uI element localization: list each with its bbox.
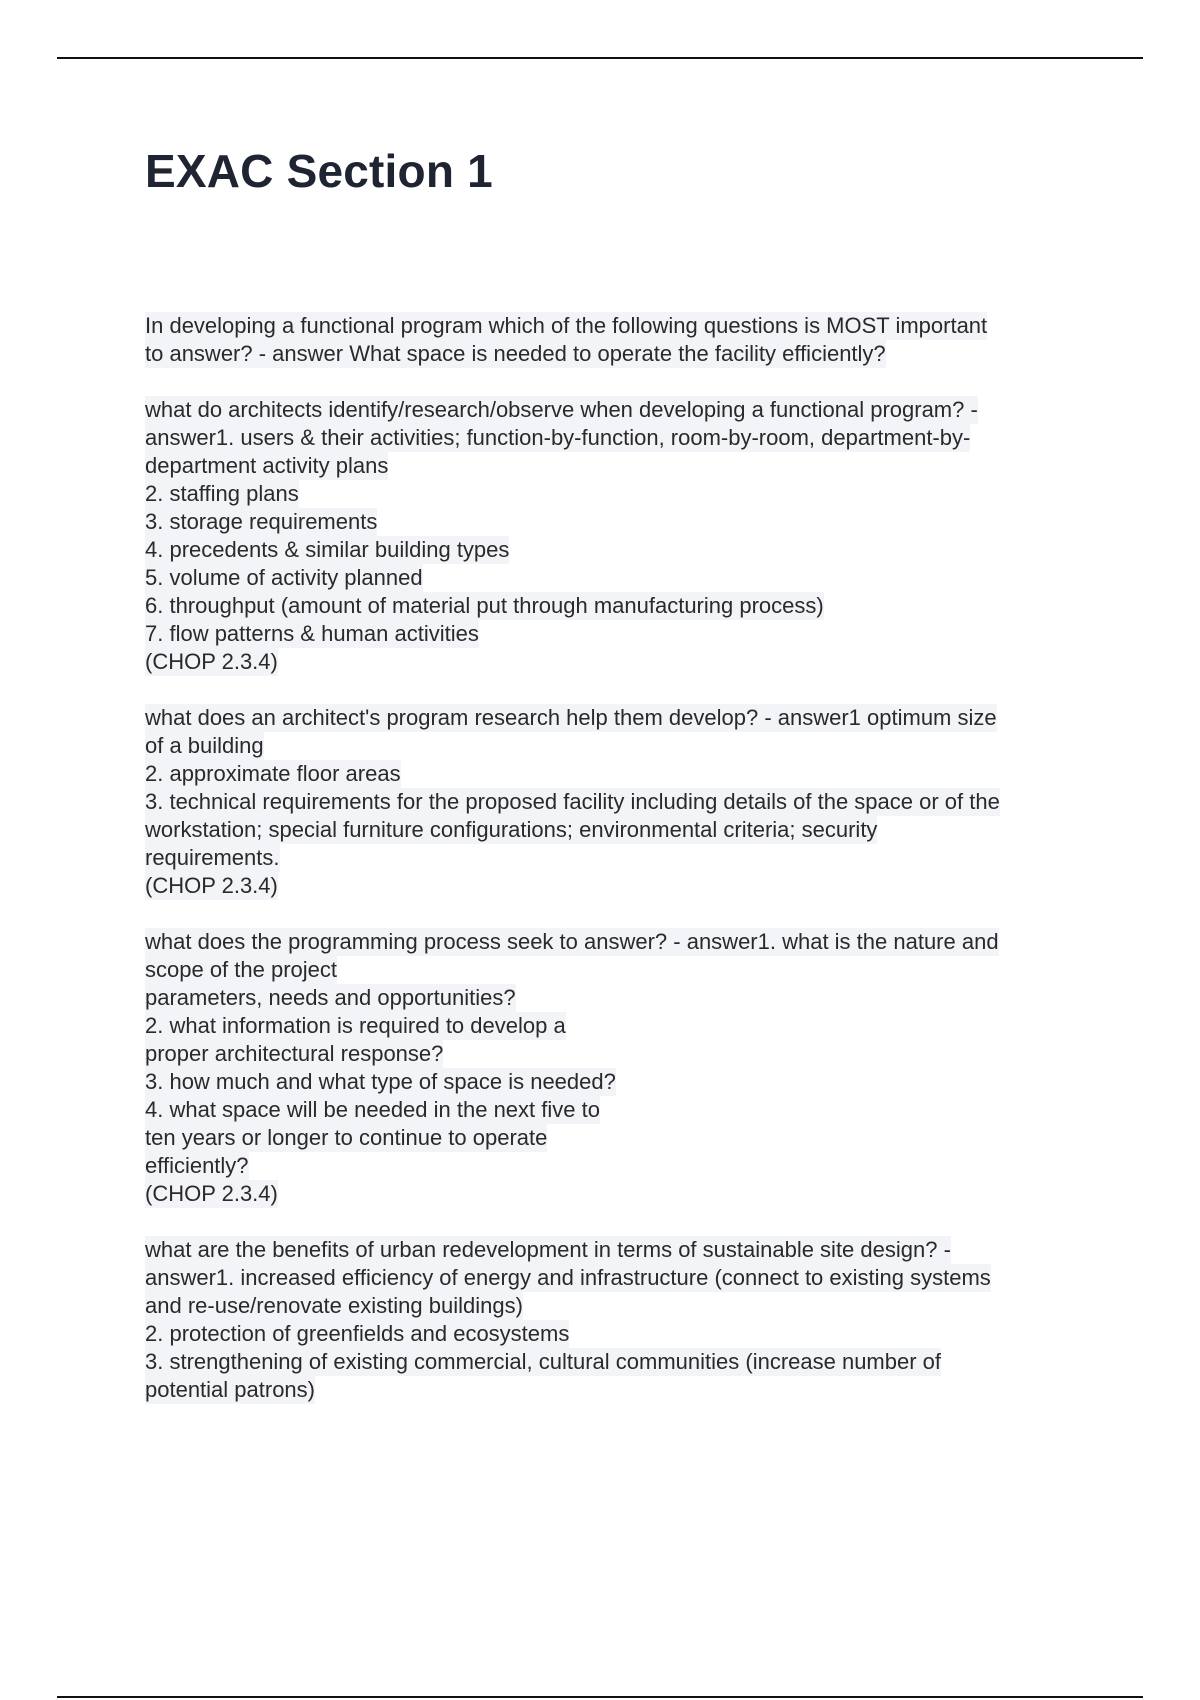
text-line: what are the benefits of urban redevelopment in terms of sustainable site design? - [145, 1237, 951, 1262]
text-line: of a building [145, 733, 264, 758]
text-line: 3. technical requirements for the proposed facility including details of the space or of the [145, 789, 1000, 814]
text-line: scope of the project [145, 957, 338, 982]
page-title: EXAC Section 1 [145, 145, 493, 197]
text-line: what do architects identify/research/observe when developing a functional program? - [145, 397, 978, 422]
text-line: (CHOP 2.3.4) [145, 1181, 278, 1206]
text-line: 2. approximate floor areas [145, 761, 401, 786]
text-line: 3. storage requirements [145, 509, 378, 534]
qa-block [145, 312, 1085, 368]
text-line: department activity plans [145, 453, 389, 478]
text-line: workstation; special furniture configurations; environmental criteria; security [145, 817, 878, 842]
text-line: 3. strengthening of existing commercial, cultural communities (increase number of [145, 1349, 942, 1374]
text-line: In developing a functional program which of the following questions is MOST important [145, 313, 988, 338]
text-line: 4. precedents & similar building types [145, 537, 510, 562]
text-line: to answer? - answer What space is needed to operate the facility efficiently? [145, 341, 886, 366]
text-line: requirements. [145, 845, 280, 870]
qa-block [145, 396, 1085, 676]
text-line: 5. volume of activity planned [145, 565, 423, 590]
text-line: (CHOP 2.3.4) [145, 649, 278, 674]
text-line: ten years or longer to continue to operate [145, 1125, 548, 1150]
text-line: 2. what information is required to develop a [145, 1013, 566, 1038]
text-line: potential patrons) [145, 1377, 315, 1402]
text-line: answer1. increased efficiency of energy and infrastructure (connect to existing systems [145, 1265, 991, 1290]
qa-block [145, 928, 1085, 1208]
qa-block [145, 1236, 1085, 1404]
text-line: proper architectural response? [145, 1041, 444, 1066]
text-line: (CHOP 2.3.4) [145, 873, 278, 898]
text-line: 3. how much and what type of space is needed? [145, 1069, 616, 1094]
document-body [145, 312, 1085, 1432]
text-line: 6. throughput (amount of material put through manufacturing process) [145, 593, 824, 618]
qa-block [145, 704, 1085, 900]
text-line: efficiently? [145, 1153, 249, 1178]
text-line: 4. what space will be needed in the next five to [145, 1097, 600, 1122]
text-line: 7. flow patterns & human activities [145, 621, 479, 646]
text-line: 2. staffing plans [145, 481, 299, 506]
text-line: answer1. users & their activities; function-by-function, room-by-room, department-by- [145, 425, 971, 450]
text-line: what does the programming process seek to answer? - answer1. what is the nature and [145, 929, 999, 954]
text-line: what does an architect's program research help them develop? - answer1 optimum size [145, 705, 997, 730]
text-line: 2. protection of greenfields and ecosystems [145, 1321, 570, 1346]
footer-rule [57, 1696, 1143, 1698]
text-line: parameters, needs and opportunities? [145, 985, 516, 1010]
text-line: and re-use/renovate existing buildings) [145, 1293, 523, 1318]
header-rule [57, 57, 1143, 59]
